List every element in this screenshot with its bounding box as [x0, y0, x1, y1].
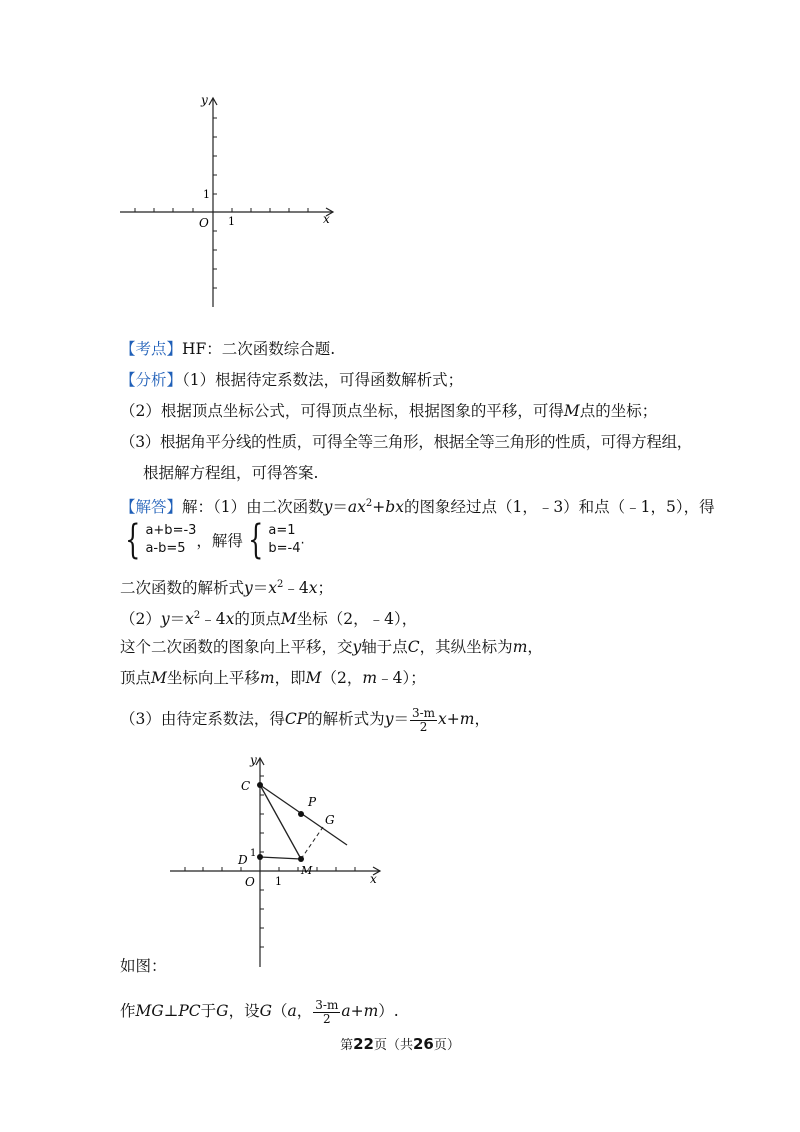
var-a: a: [287, 1002, 297, 1020]
var-m: m: [362, 669, 378, 687]
system-2-row-1: a=1: [268, 523, 296, 538]
label-M: M: [301, 864, 313, 877]
system-2: [268, 522, 300, 558]
jieda-line-4: [120, 605, 417, 630]
point-D: [257, 854, 263, 860]
var-MG: MG: [135, 1002, 164, 1020]
jieda-text-7b: 的解析式为: [307, 710, 385, 728]
system-1-row-2: a-b=5: [145, 541, 186, 556]
var-x: x: [225, 610, 235, 628]
jieda-text-4c: 坐标（2，﹣4），: [296, 610, 418, 628]
var-M: M: [305, 669, 322, 687]
paren-open: （: [271, 1002, 288, 1020]
eq-sign: ＝: [169, 610, 186, 628]
semicolon: ；: [317, 579, 334, 597]
sup-2: 2: [365, 498, 373, 509]
var-y: y: [244, 579, 253, 597]
label-P: P: [308, 795, 317, 809]
fraction-numerator: 3-m: [315, 997, 339, 1012]
x-unit-label: 1: [228, 215, 235, 228]
footer-text-a: 第: [340, 1038, 354, 1053]
point-C: [257, 782, 263, 788]
jiede-text: ，解得: [196, 532, 243, 550]
label-C: C: [241, 779, 251, 793]
var-y: y: [323, 498, 333, 516]
jieda-text-6c: ，即: [274, 669, 306, 687]
comma: ，: [527, 638, 543, 656]
point-M: [298, 856, 304, 862]
jieda-line-6: [120, 667, 426, 689]
eq-sign: ＝: [252, 579, 269, 597]
var-y: y: [352, 638, 362, 656]
y-axis-label: y: [250, 753, 257, 767]
plus-sign: +: [372, 498, 386, 516]
perpendicular-MG: [301, 827, 323, 859]
minus-4: ﹣4: [283, 579, 309, 597]
left-brace: {: [125, 517, 141, 563]
var-PC: PC: [178, 1002, 201, 1020]
var-bx: bx: [385, 498, 404, 516]
var-m: m: [512, 638, 528, 656]
fenxi-tag: 【分析】: [120, 371, 183, 389]
part-2-label: （2）: [120, 610, 161, 628]
period: .: [300, 532, 305, 548]
plus-sign: +: [350, 1002, 364, 1020]
point-P: [298, 811, 304, 817]
fraction-denominator: 2: [419, 719, 428, 734]
origin-label: O: [245, 875, 255, 889]
var-M: M: [280, 610, 297, 628]
var-y: y: [384, 710, 394, 728]
jieda-text-4b: 的顶点: [234, 610, 281, 628]
page-footer: [0, 1034, 800, 1053]
fenxi-text-4: 根据解方程组，可得答案.: [143, 464, 319, 482]
fenxi-line-3: [120, 431, 692, 453]
jieda-line-1: [120, 493, 715, 518]
fraction-denominator: 2: [322, 1011, 331, 1026]
equation-systems: [120, 517, 305, 563]
jieda-text-6b: 坐标向上平移: [166, 669, 260, 687]
ru-tu-line: [120, 955, 167, 977]
jieda-line-7: [120, 704, 490, 734]
fenxi-text-1: （1）根据待定系数法，可得函数解析式；: [182, 371, 464, 389]
fenxi-line-1: [120, 369, 463, 391]
var-a: a: [341, 1002, 351, 1020]
sup-2: 2: [193, 610, 201, 621]
footer-text-b: 页（共: [373, 1038, 413, 1053]
kaodian-text: HF：二次函数综合题.: [182, 340, 336, 358]
left-brace-2: {: [248, 517, 264, 563]
jieda-tag: 【解答】: [120, 498, 183, 516]
jieda-text-9c: ，设: [228, 1002, 260, 1020]
eq-sign: ＝: [393, 710, 409, 728]
system-1: [145, 522, 196, 558]
fenxi-text-2b: 点的坐标；: [579, 402, 658, 420]
x-axis-label: x: [370, 872, 377, 886]
var-m: m: [459, 710, 475, 728]
minus-4: ﹣4: [200, 610, 226, 628]
footer-text-c: 页）: [433, 1038, 460, 1053]
jieda-text-7a: （3）由待定系数法，得: [120, 710, 285, 728]
y-unit-label: 1: [203, 188, 210, 201]
fraction-numerator: 3-m: [411, 705, 436, 720]
jieda-text-5b: 轴于点: [361, 638, 408, 656]
var-x: x: [268, 579, 278, 597]
var-G: G: [259, 1002, 272, 1020]
label-D: D: [238, 853, 248, 867]
jieda-text-3a: 二次函数的解析式: [120, 579, 245, 597]
y-axis-label: y: [201, 93, 208, 107]
var-M: M: [563, 402, 580, 420]
fenxi-text-3: （3）根据角平分线的性质，可得全等三角形，根据全等三角形的性质，可得方程组，: [120, 433, 692, 451]
label-G: G: [325, 813, 335, 827]
var-x: x: [185, 610, 194, 628]
jieda-text-6e: ﹣4）；: [377, 669, 426, 687]
jieda-text-5a: 这个二次函数的图象向上平移，交: [120, 638, 353, 656]
var-CP: CP: [284, 710, 308, 728]
y-unit-label: 1: [250, 848, 257, 859]
system-1-row-1: a+b=-3: [145, 523, 197, 538]
jieda-line-3: [120, 574, 333, 599]
ru-tu-text: 如图：: [120, 957, 167, 975]
jieda-text-6d: （2，: [321, 669, 363, 687]
jieda-text-6a: 顶点: [120, 669, 152, 687]
perp-sign: ⊥: [163, 1002, 179, 1020]
jieda-line-9: [120, 996, 399, 1026]
page-number: 22: [353, 1035, 374, 1053]
comma: ，: [474, 710, 491, 728]
kaodian-line: [120, 338, 335, 360]
plus-sign: +: [446, 710, 460, 728]
fenxi-line-4: [143, 462, 318, 484]
system-2-row-2: b=-4: [268, 541, 301, 556]
var-C: C: [407, 638, 420, 656]
jieda-text-1b: 的图象经过点（1，﹣3）和点（﹣1，5），得: [403, 498, 715, 516]
var-x: x: [308, 579, 318, 597]
coordinate-axes-figure: [115, 90, 340, 315]
fenxi-text-2a: （2）根据顶点坐标公式，可得顶点坐标，根据图象的平移，可得: [120, 402, 564, 420]
var-ax: ax: [347, 498, 366, 516]
jieda-line-5: [120, 636, 543, 658]
fenxi-line-2: [120, 400, 657, 422]
var-M: M: [151, 669, 167, 687]
var-m: m: [259, 669, 275, 687]
var-m: m: [363, 1002, 379, 1020]
sup-2: 2: [277, 579, 284, 590]
jieda-text-1a: 解：（1）由二次函数: [182, 498, 324, 516]
fraction: [313, 999, 340, 1026]
origin-label: O: [199, 216, 209, 230]
fraction: [410, 707, 437, 734]
var-y: y: [160, 610, 170, 628]
jieda-text-9a: 作: [120, 1002, 136, 1020]
x-unit-label: 1: [275, 875, 282, 888]
jieda-text-9b: 于: [200, 1002, 217, 1020]
comma: ，: [296, 1002, 313, 1020]
x-axis-label: x: [323, 212, 330, 226]
geometry-figure: [165, 752, 390, 972]
jieda-text-5c: ，其纵坐标为: [419, 638, 513, 656]
paren-close: ）.: [378, 1002, 399, 1020]
total-pages: 26: [413, 1035, 434, 1053]
kaodian-tag: 【考点】: [120, 340, 183, 358]
var-x: x: [438, 710, 447, 728]
eq-sign: ＝: [332, 498, 348, 516]
var-G: G: [216, 1002, 229, 1020]
